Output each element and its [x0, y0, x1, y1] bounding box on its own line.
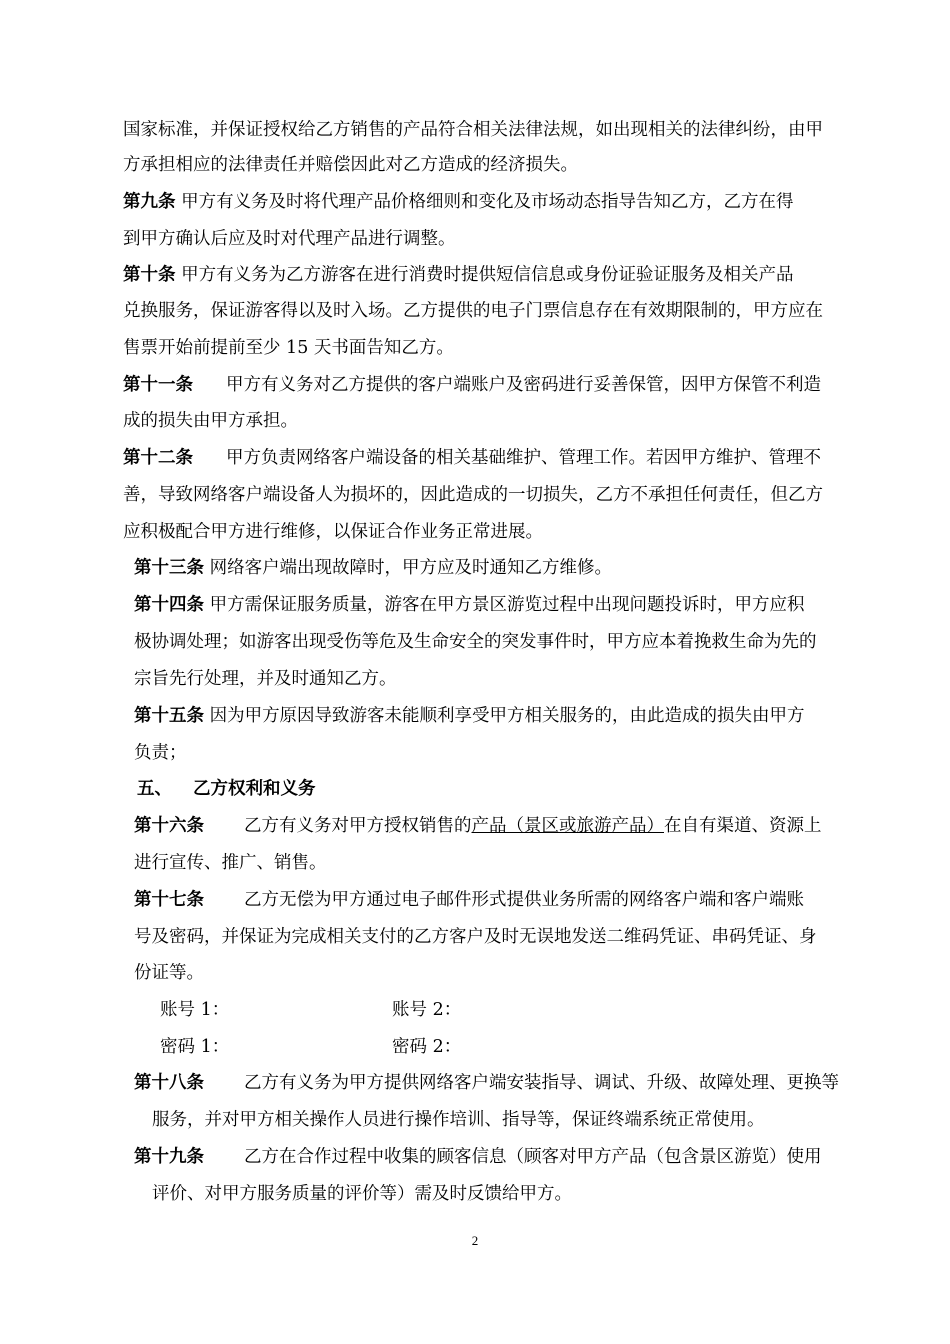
article-heading: 第十二条: [123, 448, 193, 468]
article-18: [134, 1072, 204, 1094]
article-13: [134, 557, 612, 579]
article-heading: 第十五条: [134, 706, 204, 726]
password-2-label: 密码 2：: [392, 1037, 462, 1057]
paragraph-line: 兑换服务，保证游客得以及时入场。乙方提供的电子门票信息存在有效期限制的，甲方应在: [123, 301, 823, 321]
article-10: [123, 264, 794, 286]
article-heading: 第十九条: [134, 1147, 204, 1167]
section-number: 五、: [137, 779, 172, 799]
article-text: 乙方无偿为甲方通过电子邮件形式提供业务所需的网络客户端和客户端账: [244, 890, 804, 910]
article-heading: 第十七条: [134, 890, 204, 910]
article-heading: 第十六条: [134, 816, 204, 836]
article-12: [123, 447, 193, 469]
article-heading: 第十三条: [134, 558, 204, 578]
article-15: [134, 705, 805, 727]
article-text: 甲方有义务对乙方提供的客户端账户及密码进行妥善保管，因甲方保管不利造: [226, 375, 821, 395]
article-text: 甲方有义务及时将代理产品价格细则和变化及市场动态指导告知乙方，乙方在得: [175, 192, 794, 212]
paragraph-line: 进行宣传、推广、销售。: [134, 853, 327, 873]
article-text: 甲方需保证服务质量，游客在甲方景区游览过程中出现问题投诉时，甲方应积: [204, 595, 805, 615]
paragraph-line: 评价、对甲方服务质量的评价等）需及时反馈给甲方。: [152, 1184, 572, 1204]
article-text: 乙方有义务为甲方提供网络客户端安装指导、调试、升级、故障处理、更换等: [244, 1073, 839, 1093]
article-17: [134, 889, 204, 911]
paragraph-line: 国家标准，并保证授权给乙方销售的产品符合相关法律法规，如出现相关的法律纠纷，由甲: [123, 120, 823, 140]
paragraph-line: 服务，并对甲方相关操作人员进行操作培训、指导等，保证终端系统正常使用。: [152, 1110, 765, 1130]
paragraph-line: 负责；: [134, 743, 187, 763]
article-text: 网络客户端出现故障时，甲方应及时通知乙方维修。: [204, 558, 613, 578]
underlined-term: 产品（景区或旅游产品）: [471, 816, 664, 836]
paragraph-line: 应积极配合甲方进行维修，以保证合作业务正常进展。: [123, 522, 543, 542]
article-11: [123, 374, 193, 396]
article-heading: 第十条: [123, 265, 176, 285]
paragraph-line: 号及密码，并保证为完成相关支付的乙方客户及时无误地发送二维码凭证、串码凭证、身: [134, 927, 817, 947]
article-heading: 第九条: [123, 192, 176, 212]
account-2-label: 账号 2：: [392, 1000, 462, 1020]
article-text-part: 乙方有义务对甲方授权销售的: [244, 816, 472, 836]
article-heading: 第十八条: [134, 1073, 204, 1093]
article-heading: 第十一条: [123, 375, 193, 395]
article-19: [134, 1146, 204, 1168]
password-1-label: 密码 1：: [160, 1037, 230, 1057]
article-text-part: 在自有渠道、资源上: [664, 816, 822, 836]
paragraph-line: 方承担相应的法律责任并赔偿因此对乙方造成的经济损失。: [123, 155, 578, 175]
article-heading: 第十四条: [134, 595, 204, 615]
article-text: 甲方有义务为乙方游客在进行消费时提供短信信息或身份证验证服务及相关产品: [175, 265, 794, 285]
paragraph-line: 份证等。: [134, 963, 204, 983]
paragraph-line: 善，导致网络客户端设备人为损坏的，因此造成的一切损失，乙方不承担任何责任，但乙方: [123, 485, 823, 505]
paragraph-line: 售票开始前提前至少 15 天书面告知乙方。: [123, 338, 454, 358]
article-text: 乙方在合作过程中收集的顾客信息（顾客对甲方产品（包含景区游览）使用: [244, 1147, 822, 1167]
paragraph-line: 到甲方确认后应及时对代理产品进行调整。: [123, 229, 456, 249]
paragraph-line: 宗旨先行处理，并及时通知乙方。: [134, 669, 397, 689]
section-title: 乙方权利和义务: [193, 779, 316, 799]
account-1-label: 账号 1：: [160, 1000, 230, 1020]
article-text: [244, 815, 822, 837]
article-text: 因为甲方原因导致游客未能顺利享受甲方相关服务的，由此造成的损失由甲方: [204, 706, 805, 726]
page-number: 2: [471, 1233, 479, 1248]
article-14: [134, 594, 805, 616]
paragraph-line: 极协调处理；如游客出现受伤等危及生命安全的突发事件时，甲方应本着挽救生命为先的: [134, 632, 817, 652]
article-16: [134, 815, 204, 837]
article-9: [123, 191, 794, 213]
article-text: 甲方负责网络客户端设备的相关基础维护、管理工作。若因甲方维护、管理不: [226, 448, 821, 468]
paragraph-line: 成的损失由甲方承担。: [123, 411, 298, 431]
